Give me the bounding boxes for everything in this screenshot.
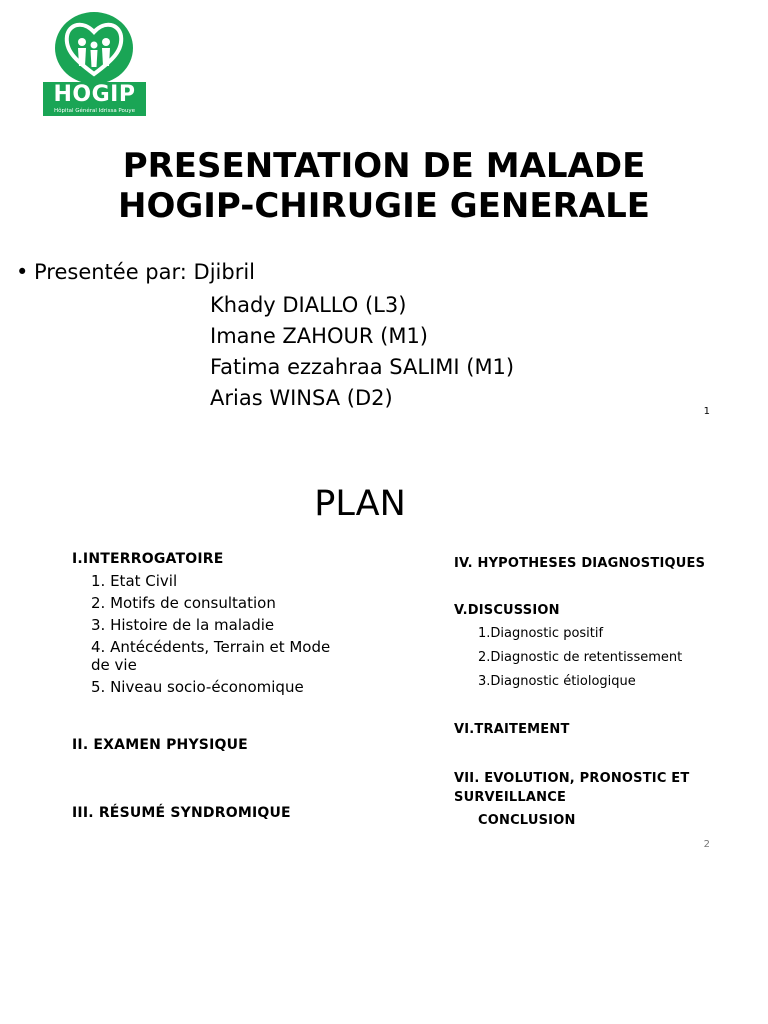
section-evolution: VII. EVOLUTION, PRONOSTIC ET SURVEILLANCE (454, 771, 690, 805)
bullet: • (16, 260, 29, 284)
presenter-list (210, 290, 514, 414)
section-conclusion: CONCLUSION (478, 813, 576, 828)
presenter-label: Presentée par: Djibril (34, 260, 255, 284)
list-item: 2.Diagnostic de retentissement (478, 650, 683, 665)
presenter-item: Arias WINSA (D2) (210, 386, 393, 410)
page-number-2: 2 (703, 839, 710, 850)
title-line-2: HOGIP-CHIRUGIE GENERALE (117, 186, 650, 226)
plan-title: PLAN (314, 484, 406, 524)
list-item: 3. Histoire de la maladie (91, 616, 275, 634)
presenter-item: Fatima ezzahraa SALIMI (M1) (210, 355, 515, 379)
heart-family-icon (55, 12, 133, 84)
presentation-title (60, 146, 708, 226)
list-item: 1. Etat Civil (91, 572, 178, 590)
logo-name: HOGIP (53, 82, 136, 107)
list-item: 4. Antécédents, Terrain et Mode de vie (91, 638, 350, 674)
list-item: 3.Diagnostic étiologique (478, 674, 636, 689)
list-item: 5. Niveau socio-économique (91, 678, 304, 696)
page-number-1: 1 (703, 406, 710, 417)
list-item: 2. Motifs de consultation (91, 594, 276, 612)
title-line-1: PRESENTATION DE MALADE (122, 146, 646, 186)
section-examen-physique: II. EXAMEN PHYSIQUE (72, 737, 248, 753)
presenter-item: Khady DIALLO (L3) (210, 293, 407, 317)
list-item: 1.Diagnostic positif (478, 626, 604, 641)
section-interrogatoire: I.INTERROGATOIRE (72, 551, 224, 567)
interrogatoire-list (91, 572, 350, 700)
section-resume-syndromique: III. RÉSUMÉ SYNDROMIQUE (72, 805, 291, 821)
logo-emblem (55, 12, 133, 84)
hogip-logo (43, 12, 147, 116)
presenter-item: Imane ZAHOUR (M1) (210, 324, 428, 348)
logo-subtitle: Hôpital Général Idrissa Pouye (53, 108, 136, 114)
section-discussion: V.DISCUSSION (454, 603, 560, 618)
section-traitement: VI.TRAITEMENT (454, 722, 570, 737)
discussion-list (478, 626, 682, 698)
section-hypotheses: IV. HYPOTHESES DIAGNOSTIQUES (454, 556, 706, 571)
